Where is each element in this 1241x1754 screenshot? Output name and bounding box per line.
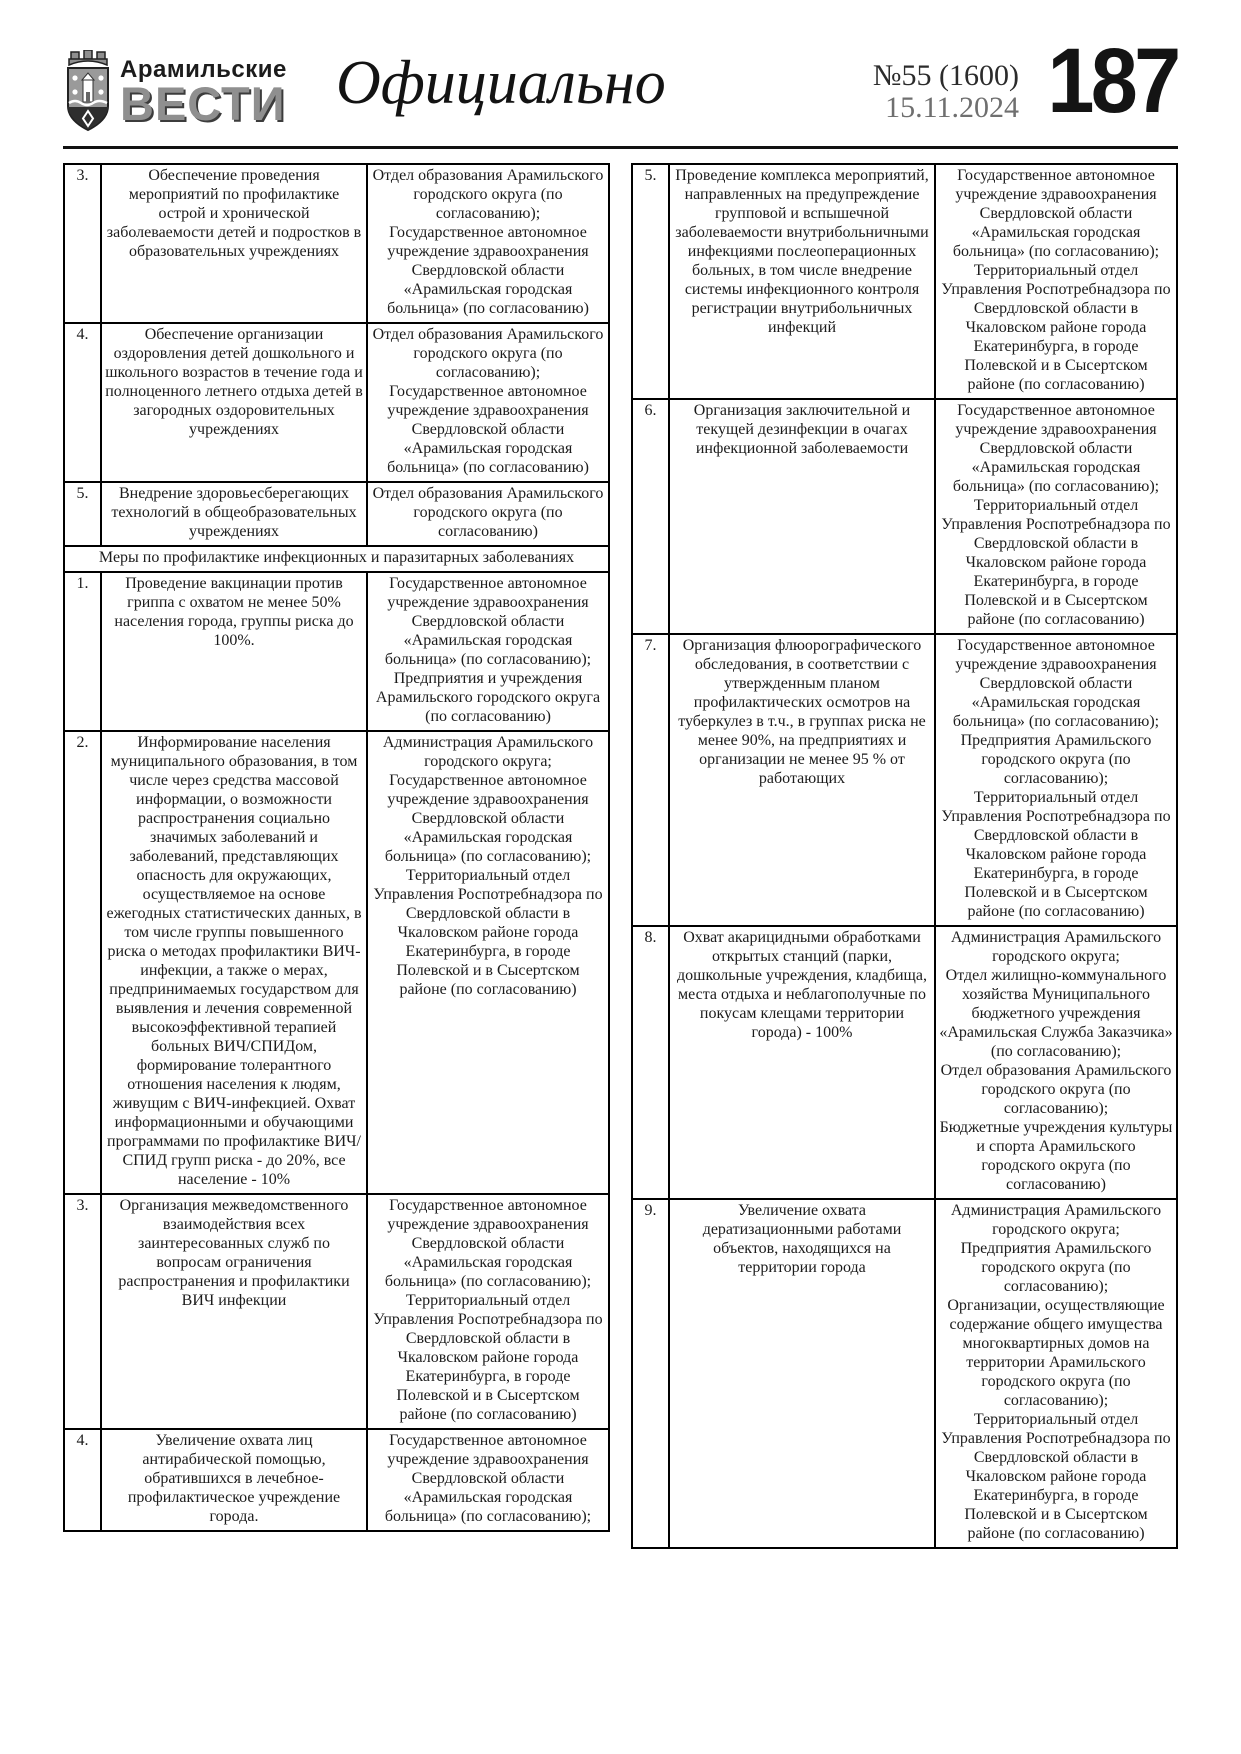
table-row (64, 482, 609, 546)
table-row (64, 1429, 609, 1531)
section-header-cell: Меры по профилактике инфекционных и паразитарных заболеваниях (64, 546, 609, 572)
measures-table-left (63, 163, 610, 1532)
measure-cell: Обеспечение организации оздоровления детей дошкольного и школьного возрастов в течение года и полноценного летнего отдыха детей в загородных оздоровительных учреждениях (101, 323, 367, 482)
row-number: 2. (64, 731, 101, 1194)
measure-cell: Организация флюорографического обследования, в соответствии с утвержденным планом профилактических осмотров на туберкулез в т.ч., в группах риска не менее 90%, на предприятиях и организации не менее 95 % от работающих (669, 634, 935, 926)
executor-item: Государственное автономное учреждение здравоохранения Свердловской области «Арамильская городская больница» (по согласованию); (952, 637, 1160, 730)
executor-item: Государственное автономное учреждение здравоохранения Свердловской области «Арамильская городская больница» (по согласованию); (384, 772, 592, 865)
page-header (0, 0, 1241, 146)
executor-item: Территориальный отдел Управления Роспотребнадзора по Свердловской области в Чкаловском районе города Екатеринбурга, в городе Полевской и в Сысертском районе (по согласованию) (941, 1411, 1171, 1542)
row-number: 3. (64, 1194, 101, 1429)
row-number: 6. (632, 399, 669, 634)
measure-cell: Внедрение здоровьесберегающих технологий в общеобразовательных учреждениях (101, 482, 367, 546)
table-row (632, 926, 1177, 1199)
executor-item: Территориальный отдел Управления Роспотребнадзора по Свердловской области в Чкаловском районе города Екатеринбурга, в городе Полевской и в Сысертском районе (по согласованию) (941, 262, 1171, 393)
measures-table-right (631, 163, 1178, 1549)
row-number: 8. (632, 926, 669, 1199)
measure-cell: Охват акарицидными обработками открытых станций (парки, дошкольные учреждения, кладбища, места отдыха и неблагополучные по покусам клещами территории города) - 100% (669, 926, 935, 1199)
executor-item: Государственное автономное учреждение здравоохранения Свердловской области «Арамильская городская больница» (по согласованию); (384, 1197, 592, 1290)
executors-cell (935, 926, 1177, 1199)
page-number: 187 (1046, 30, 1177, 132)
executor-item: Бюджетные учреждения культуры и спорта Арамильского городского округа (по согласованию) (939, 1119, 1173, 1193)
row-number: 4. (64, 1429, 101, 1531)
measure-cell: Проведение вакцинации против гриппа с охватом не менее 50% населения города, группы риска до 100%. (101, 572, 367, 731)
row-number: 5. (632, 164, 669, 399)
newspaper-logo (62, 50, 287, 137)
header-divider (63, 146, 1178, 149)
table-row (632, 164, 1177, 399)
executor-item: Предприятия и учреждения Арамильского городского округа (по согласованию) (375, 670, 601, 725)
executor-item: Администрация Арамильского городского округа; (382, 734, 594, 770)
issue-info (873, 60, 1019, 125)
executors-cell (367, 164, 609, 323)
executors-cell (935, 634, 1177, 926)
executor-item: Территориальный отдел Управления Роспотребнадзора по Свердловской области в Чкаловском районе города Екатеринбурга, в городе Полевской и в Сысертском районе (по согласованию) (941, 789, 1171, 920)
executor-item: Администрация Арамильского городского округа; (950, 1202, 1162, 1238)
executor-item: Государственное автономное учреждение здравоохранения Свердловской области «Арамильская городская больница» (по согласованию); (952, 167, 1160, 260)
executor-item: Предприятия Арамильского городского округа (по согласованию); (960, 1240, 1152, 1295)
measure-cell: Увеличение охвата дератизационными работами объектов, находящихся на территории города (669, 1199, 935, 1548)
executors-cell (367, 572, 609, 731)
row-number: 9. (632, 1199, 669, 1548)
newspaper-name (120, 50, 287, 130)
coat-of-arms-icon (62, 50, 114, 137)
executor-item: Территориальный отдел Управления Роспотребнадзора по Свердловской области в Чкаловском районе города Екатеринбурга, в городе Полевской и в Сысертском районе (по согласованию) (373, 867, 603, 998)
executor-item: Отдел образования Арамильского городского округа (по согласованию); (372, 167, 604, 222)
table-row (632, 634, 1177, 926)
executors-cell (367, 482, 609, 546)
newspaper-name-bottom: ВЕСТИ (120, 77, 286, 130)
measure-cell: Организация заключительной и текущей дезинфекции в очагах инфекционной заболеваемости (669, 399, 935, 634)
table-row (64, 164, 609, 323)
executor-item: Предприятия Арамильского городского округа (по согласованию); (960, 732, 1152, 787)
executor-item: Государственное автономное учреждение здравоохранения Свердловской области «Арамильская городская больница» (по согласованию) (387, 224, 589, 317)
table-row (64, 546, 609, 572)
executor-item: Государственное автономное учреждение здравоохранения Свердловской области «Арамильская городская больница» (по согласованию); (952, 402, 1160, 495)
measure-cell: Увеличение охвата лиц антирабической помощью, обратившихся в лечебное-профилактическое учреждение города. (101, 1429, 367, 1531)
executor-item: Государственное автономное учреждение здравоохранения Свердловской области «Арамильская городская больница» (по согласованию) (387, 383, 589, 476)
issue-date: 15.11.2024 (885, 91, 1019, 125)
executor-item: Государственное автономное учреждение здравоохранения Свердловской области «Арамильская городская больница» (по согласованию); (384, 575, 592, 668)
table-row (64, 731, 609, 1194)
row-number: 7. (632, 634, 669, 926)
executors-cell (367, 1194, 609, 1429)
page-content (63, 163, 1178, 1549)
executor-item: Администрация Арамильского городского округа; (950, 929, 1162, 965)
executors-cell (367, 1429, 609, 1531)
issue-number: №55 (1600) (872, 59, 1019, 92)
executors-cell (367, 731, 609, 1194)
executor-item: Территориальный отдел Управления Роспотребнадзора по Свердловской области в Чкаловском районе города Екатеринбурга, в городе Полевской и в Сысертском районе (по согласованию) (941, 497, 1171, 628)
executors-cell (935, 164, 1177, 399)
executors-cell (935, 399, 1177, 634)
executor-item: Организации, осуществляющие содержание общего имущества многоквартирных домов на территории Арамильского городского округа (по согласованию); (947, 1297, 1165, 1409)
table-row (64, 323, 609, 482)
executor-item: Отдел образования Арамильского городского округа (по согласованию); (940, 1062, 1172, 1117)
measure-cell: Проведение комплекса мероприятий, направленных на предупреждение групповой и вспышечной заболеваемости внутрибольничными инфекциями послеоперационных больных, в том числе внедрение системы инфекционного контроля регистрации внутрибольничных инфекций (669, 164, 935, 399)
row-number: 1. (64, 572, 101, 731)
row-number: 3. (64, 164, 101, 323)
executors-cell (935, 1199, 1177, 1548)
table-row (64, 572, 609, 731)
table-row (632, 399, 1177, 634)
executors-cell (367, 323, 609, 482)
executor-item: Отдел образования Арамильского городского округа (по согласованию); (372, 326, 604, 381)
executor-item: Государственное автономное учреждение здравоохранения Свердловской области «Арамильская городская больница» (по согласованию); (384, 1432, 592, 1525)
executor-item: Отдел жилищно-коммунального хозяйства Муниципального бюджетного учреждения «Арамильская Служба Заказчика» (по согласованию); (939, 967, 1173, 1060)
table-row (632, 1199, 1177, 1548)
row-number: 5. (64, 482, 101, 546)
measure-cell: Информирование населения муниципального образования, в том числе через средства массовой информации, о возможности распространения социально значимых заболеваний и заболеваний, представляющих опасность для окружающих, осуществляемое на основе ежегодных статистических данных, в том числе группы повышенного риска о методах профилактики ВИЧ-инфекции, а также о мерах, предпринимаемых государством для выявления и лечения современной высокоэффективной терапией больных ВИЧ/СПИДом, формирование толерантного отношения населения к людям, живущим с ВИЧ-инфекцией. Охват информационными и обучающими программами по профилактике ВИЧ/СПИД групп риска - до 20%, все население - 10% (101, 731, 367, 1194)
section-title: Официально (336, 49, 666, 117)
measure-cell: Организация межведомственного взаимодействия всех заинтересованных служб по вопросам ограничения распространения и профилактики ВИЧ инфекции (101, 1194, 367, 1429)
row-number: 4. (64, 323, 101, 482)
executor-item: Территориальный отдел Управления Роспотребнадзора по Свердловской области в Чкаловском районе города Екатеринбурга, в городе Полевской и в Сысертском районе (по согласованию) (373, 1292, 603, 1423)
measure-cell: Обеспечение проведения мероприятий по профилактике острой и хронической заболеваемости детей и подростков в образовательных учреждениях (101, 164, 367, 323)
newspaper-name-top: Арамильские (120, 56, 287, 83)
table-row (64, 1194, 609, 1429)
executor-item: Отдел образования Арамильского городского округа (по согласованию) (372, 485, 604, 540)
